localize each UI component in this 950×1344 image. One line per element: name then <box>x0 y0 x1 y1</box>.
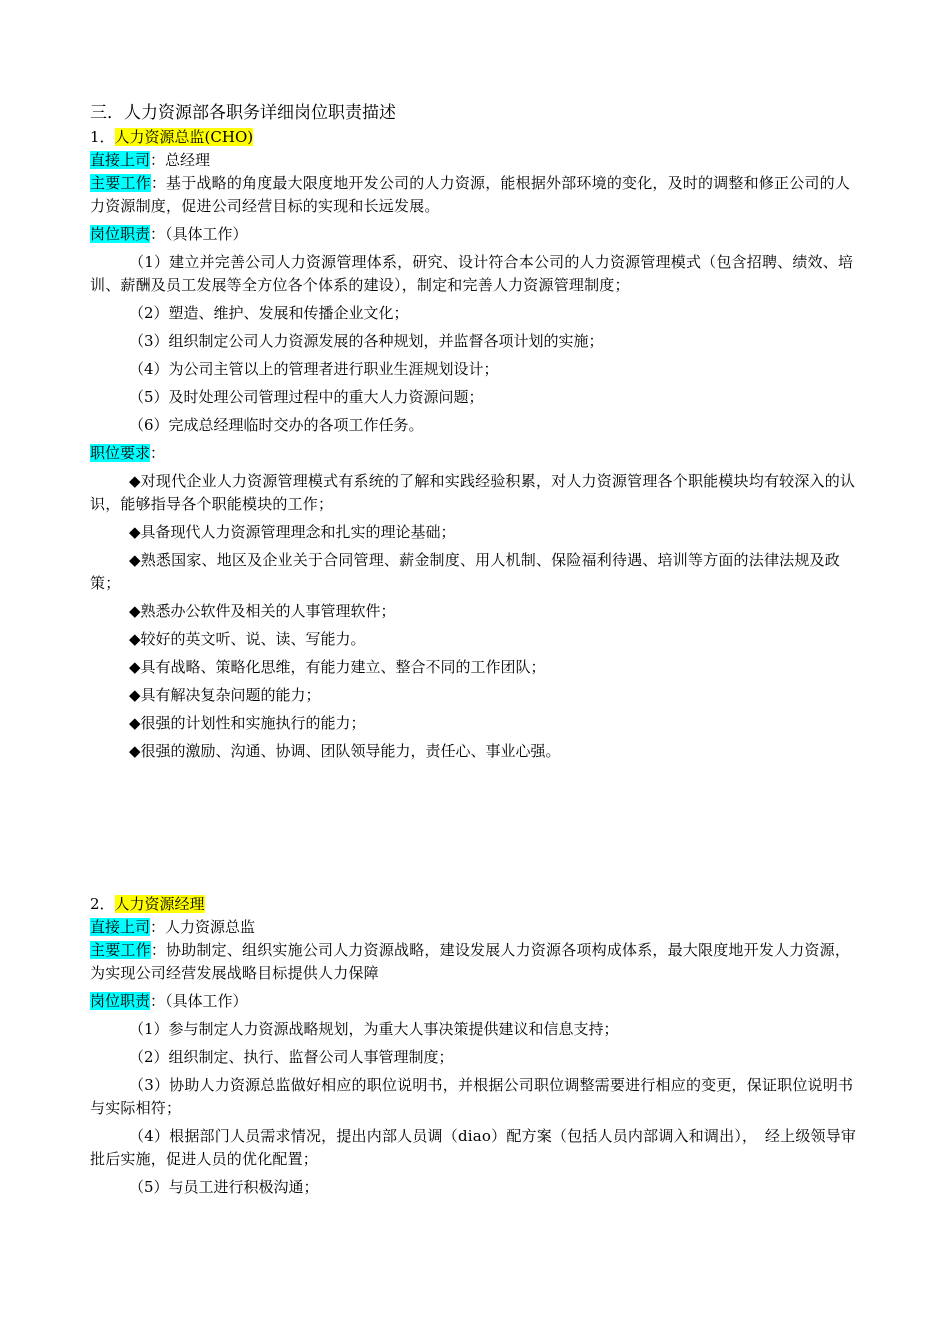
duty-item: （4）为公司主管以上的管理者进行职业生涯规划设计； <box>129 360 499 378</box>
section-title <box>90 893 860 916</box>
section-number: 2． <box>90 895 115 913</box>
duties-heading <box>90 990 860 1013</box>
main-work-paragraph <box>90 939 860 985</box>
separator: ： <box>150 151 166 169</box>
main-work-label: 主要工作 <box>90 174 151 192</box>
duty-item: （1）建立并完善公司人力资源管理体系，研究、设计符合本公司的人力资源管理模式（包含招聘、绩效、培训、薪酬及员工发展等全方位各个体系的建设），制定和完善人力资源管理制度； <box>90 253 854 294</box>
section-number: 1． <box>90 128 115 146</box>
superior-label: 直接上司 <box>90 918 151 936</box>
separator: ： <box>150 444 166 462</box>
duty-item: （2）组织制定、执行、监督公司人事管理制度； <box>129 1048 454 1066</box>
duty-item: （4）根据部门人员需求情况，提出内部人员调（diao）配方案（包括人员内部调入和调出）， 经上级领导审批后实施，促进人员的优化配置； <box>90 1127 857 1168</box>
requirement-item: ◆对现代企业人力资源管理模式有系统的了解和实践经验积累，对人力资源管理各个职能模块均有较深入的认识，能够指导各个职能模块的工作； <box>90 472 856 513</box>
section-title-text: 人力资源总监(CHO) <box>114 128 254 146</box>
separator: ： <box>150 225 166 243</box>
duties-note: （具体工作） <box>165 225 248 243</box>
duty-item: （3）协助人力资源总监做好相应的职位说明书，并根据公司职位调整需要进行相应的变更，保证职位说明书与实际相符； <box>90 1076 854 1117</box>
requirement-item: ◆较好的英文听、说、读、写能力。 <box>129 630 366 648</box>
separator: ： <box>150 992 166 1010</box>
requirements-heading <box>90 442 860 465</box>
requirement-item: ◆具备现代人力资源管理理念和扎实的理论基础； <box>129 523 456 541</box>
superior-label: 直接上司 <box>90 151 151 169</box>
section-title <box>90 126 860 149</box>
duty-item: （1）参与制定人力资源战略规划，为重大人事决策提供建议和信息支持； <box>129 1020 619 1038</box>
superior-value: 总经理 <box>165 151 211 169</box>
duty-item: （3）组织制定公司人力资源发展的各种规划，并监督各项计划的实施； <box>129 332 604 350</box>
duty-item: （6）完成总经理临时交办的各项工作任务。 <box>129 416 424 434</box>
duty-item: （5）与员工进行积极沟通； <box>129 1178 319 1196</box>
section-hr-manager <box>90 893 860 1199</box>
requirement-item: ◆具有解决复杂问题的能力； <box>129 686 321 704</box>
main-work-label: 主要工作 <box>90 941 151 959</box>
requirements-label: 职位要求 <box>90 444 151 462</box>
main-work-paragraph <box>90 172 860 218</box>
duties-note: （具体工作） <box>165 992 248 1010</box>
requirement-item: ◆很强的计划性和实施执行的能力； <box>129 714 366 732</box>
section-title-text: 人力资源经理 <box>114 895 205 913</box>
duties-label: 岗位职责 <box>90 225 151 243</box>
superior-line <box>90 149 860 172</box>
page-spacer <box>90 763 860 893</box>
separator: ： <box>150 941 167 959</box>
requirement-item: ◆熟悉国家、地区及企业关于合同管理、薪金制度、用人机制、保险福利待遇、培训等方面的法律法规及政策； <box>90 551 840 592</box>
duties-label: 岗位职责 <box>90 992 151 1010</box>
duties-heading <box>90 223 860 246</box>
main-work-text: 基于战略的角度最大限度地开发公司的人力资源，能根据外部环境的变化，及时的调整和修正公司的人力资源制度，促进公司经营目标的实现和长远发展。 <box>90 174 851 215</box>
document-page <box>90 101 860 1199</box>
superior-line <box>90 916 860 939</box>
requirement-item: ◆很强的激励、沟通、协调、团队领导能力，责任心、事业心强。 <box>129 742 561 760</box>
duty-item: （2）塑造、维护、发展和传播企业文化； <box>129 304 409 322</box>
duty-item: （5）及时处理公司管理过程中的重大人力资源问题； <box>129 388 484 406</box>
superior-value: 人力资源总监 <box>165 918 256 936</box>
document-heading: 三．人力资源部各职务详细岗位职责描述 <box>90 103 396 123</box>
main-work-text: 协助制定、组织实施公司人力资源战略，建设发展人力资源各项构成体系，最大限度地开发人力资源，为实现公司经营发展战略目标提供人力保障 <box>90 941 851 982</box>
section-cho <box>90 126 860 763</box>
requirement-item: ◆具有战略、策略化思维，有能力建立、整合不同的工作团队； <box>129 658 546 676</box>
requirement-item: ◆熟悉办公软件及相关的人事管理软件； <box>129 602 396 620</box>
separator: ： <box>150 918 166 936</box>
separator: ： <box>150 174 167 192</box>
